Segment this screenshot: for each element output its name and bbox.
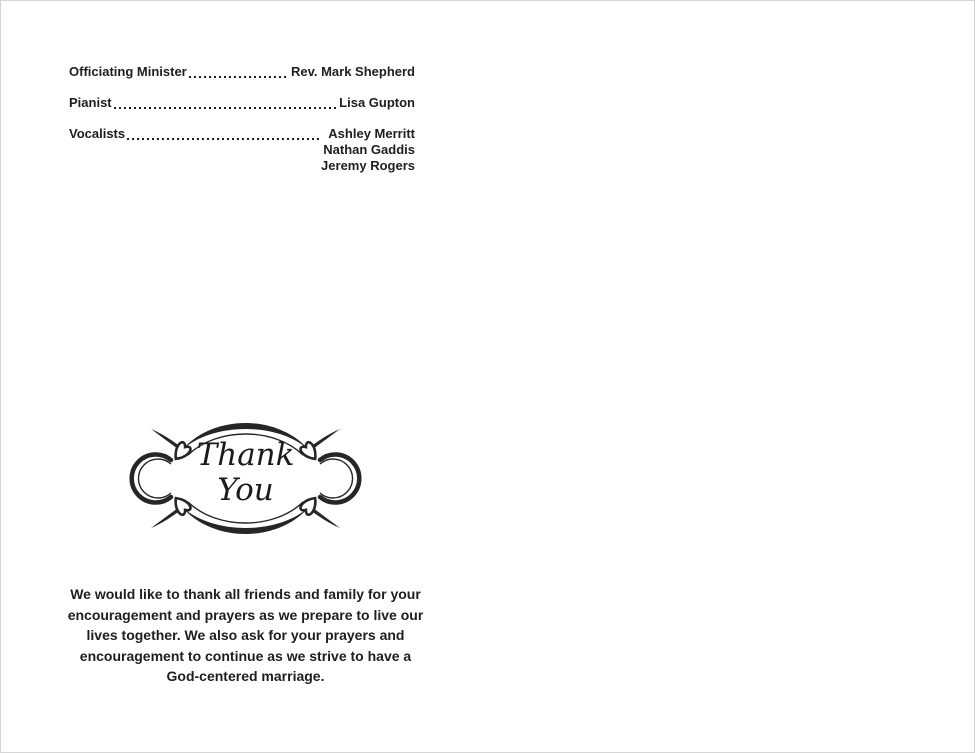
- role-name: Nathan Gaddis: [323, 142, 415, 157]
- thank-you-line1: Thank: [196, 437, 295, 473]
- role-names: [321, 126, 415, 174]
- role-row-vocalists: [69, 126, 415, 174]
- role-label: Vocalists: [69, 126, 126, 141]
- message-line: We would like to thank all friends and family for your: [70, 586, 421, 602]
- message-line: lives together. We also ask for your prayers and: [86, 627, 405, 643]
- message-line: God-centered marriage.: [166, 668, 325, 684]
- role-row-pianist: [69, 95, 415, 111]
- role-row-officiating-minister: [69, 64, 415, 80]
- role-names: [291, 64, 415, 80]
- message-line: encouragement to continue as we strive to have a: [79, 647, 412, 664]
- role-name: Ashley Merritt: [328, 126, 415, 141]
- roles-list: [69, 64, 415, 174]
- thank-you-message: [67, 584, 424, 687]
- dot-leader: [114, 107, 338, 109]
- thank-you-ornament: [122, 405, 369, 552]
- role-name: Lisa Gupton: [339, 95, 415, 110]
- role-label: Officiating Minister: [69, 64, 187, 79]
- thank-you-title: [122, 405, 369, 552]
- role-name: Jeremy Rogers: [321, 158, 415, 173]
- dot-leader: [127, 138, 319, 140]
- role-label: Pianist: [69, 95, 112, 110]
- dot-leader: [189, 76, 289, 78]
- message-line: encouragement and prayers as we prepare to live our: [67, 606, 424, 623]
- role-name: Rev. Mark Shepherd: [290, 64, 415, 79]
- thank-you-line2: You: [217, 472, 274, 508]
- role-names: [339, 95, 415, 111]
